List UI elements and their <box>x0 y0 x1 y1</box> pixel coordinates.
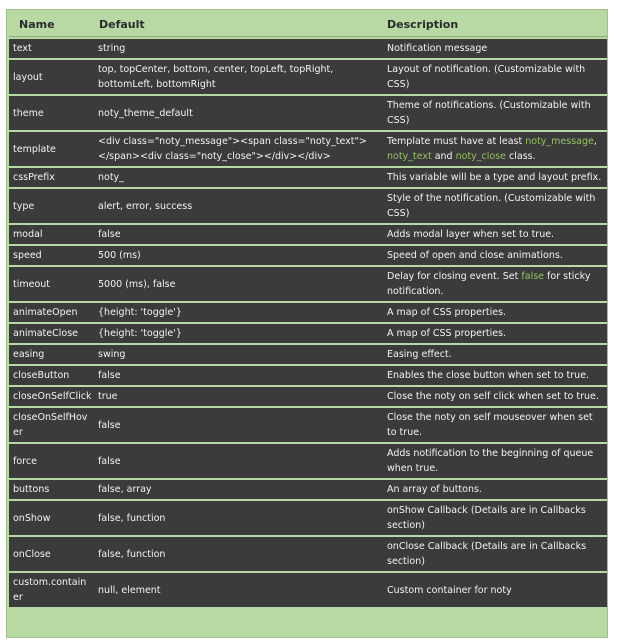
option-default: false <box>95 406 383 442</box>
option-description <box>383 301 607 322</box>
option-default: false <box>95 223 383 244</box>
description-text: Custom container for noty <box>387 584 512 596</box>
option-description <box>383 223 607 244</box>
header-row <box>9 12 607 37</box>
option-description <box>383 364 607 385</box>
highlighted-term: noty_close <box>455 151 507 162</box>
table-row <box>9 37 607 58</box>
option-name: force <box>9 442 95 478</box>
option-description <box>383 322 607 343</box>
description-text: Close the noty on self mouseover when set to true. <box>387 412 593 438</box>
option-name: custom.container <box>9 571 95 607</box>
option-description <box>383 385 607 406</box>
table-row <box>9 442 607 478</box>
option-default: false <box>95 364 383 385</box>
description-text: A map of CSS properties. <box>387 307 507 318</box>
description-text: Close the noty on self click when set to true. <box>387 391 599 402</box>
table-row <box>9 130 607 166</box>
description-text: Layout of notification. (Customizable with CSS) <box>387 64 586 90</box>
description-text: for sticky notification. <box>387 271 591 297</box>
option-description <box>383 58 607 94</box>
header-name: Name <box>9 12 95 37</box>
option-description <box>383 571 607 607</box>
table-row <box>9 322 607 343</box>
option-default: {height: 'toggle'} <box>95 301 383 322</box>
highlighted-term: false <box>521 271 545 282</box>
option-name: speed <box>9 244 95 265</box>
option-default: noty_ <box>95 166 383 187</box>
option-name: closeOnSelfHover <box>9 406 95 442</box>
option-description <box>383 94 607 130</box>
option-name: template <box>9 130 95 166</box>
description-text: class. <box>506 151 536 162</box>
option-name: animateClose <box>9 322 95 343</box>
table-row <box>9 187 607 223</box>
description-text: Delay for closing event. Set <box>387 271 522 282</box>
description-text: An array of buttons. <box>387 484 482 495</box>
option-name: onClose <box>9 535 95 571</box>
description-text: Theme of notifications. (Customizable with CSS) <box>387 100 591 126</box>
description-text: onClose Callback (Details are in Callbacks section) <box>387 541 587 567</box>
option-name: cssPrefix <box>9 166 95 187</box>
description-text: Speed of open and close animations. <box>387 250 563 261</box>
description-text: This variable will be a type and layout prefix. <box>387 172 602 183</box>
table-row <box>9 94 607 130</box>
table-row <box>9 223 607 244</box>
option-description <box>383 478 607 499</box>
option-description <box>383 166 607 187</box>
option-description <box>383 130 607 166</box>
option-name: easing <box>9 343 95 364</box>
option-default: null, element <box>95 571 383 607</box>
option-default: true <box>95 385 383 406</box>
option-default: top, topCenter, bottom, center, topLeft, topRight, bottomLeft, bottomRight <box>95 58 383 94</box>
option-name: text <box>9 37 95 58</box>
table-row <box>9 343 607 364</box>
option-name: closeOnSelfClick <box>9 385 95 406</box>
description-text: , <box>593 136 597 147</box>
option-default: false, function <box>95 499 383 535</box>
option-description <box>383 535 607 571</box>
description-text: Template must have at least <box>387 136 526 147</box>
description-text: Adds modal layer when set to true. <box>387 229 555 240</box>
option-default: <div class="noty_message"><span class="noty_text"></span><div class="noty_close"></div></div> <box>95 130 383 166</box>
option-default: 5000 (ms), false <box>95 265 383 301</box>
options-table <box>9 12 607 607</box>
description-text: Style of the notification. (Customizable with CSS) <box>387 193 596 219</box>
highlighted-term: noty_message <box>525 136 594 147</box>
table-row <box>9 535 607 571</box>
option-default: false, array <box>95 478 383 499</box>
description-text: Easing effect. <box>387 349 452 360</box>
header-description: Description <box>383 12 607 37</box>
options-table-frame <box>6 9 608 638</box>
option-default: noty_theme_default <box>95 94 383 130</box>
option-description <box>383 265 607 301</box>
option-name: modal <box>9 223 95 244</box>
description-text: Adds notification to the beginning of queue when true. <box>387 448 594 474</box>
table-row <box>9 301 607 322</box>
description-text: A map of CSS properties. <box>387 328 507 339</box>
table-row <box>9 244 607 265</box>
table-row <box>9 265 607 301</box>
option-name: buttons <box>9 478 95 499</box>
option-name: type <box>9 187 95 223</box>
description-text: onShow Callback (Details are in Callbacks section) <box>387 505 586 531</box>
option-description <box>383 37 607 58</box>
table-row <box>9 571 607 607</box>
table-row <box>9 385 607 406</box>
highlighted-term: noty_text <box>387 151 432 162</box>
table-row <box>9 478 607 499</box>
option-default: string <box>95 37 383 58</box>
table-row <box>9 364 607 385</box>
option-description <box>383 244 607 265</box>
option-default: alert, error, success <box>95 187 383 223</box>
table-header <box>9 12 607 37</box>
table-row <box>9 58 607 94</box>
option-description <box>383 187 607 223</box>
option-description <box>383 406 607 442</box>
table-row <box>9 166 607 187</box>
description-text: Enables the close button when set to true. <box>387 370 590 381</box>
option-default: false, function <box>95 535 383 571</box>
option-name: timeout <box>9 265 95 301</box>
option-default: false <box>95 442 383 478</box>
description-text: Notification message <box>387 43 488 54</box>
header-default: Default <box>95 12 383 37</box>
table-row <box>9 406 607 442</box>
option-name: layout <box>9 58 95 94</box>
option-name: theme <box>9 94 95 130</box>
table-body <box>9 37 607 607</box>
table-row <box>9 499 607 535</box>
option-description <box>383 499 607 535</box>
option-description <box>383 442 607 478</box>
option-default: {height: 'toggle'} <box>95 322 383 343</box>
option-name: closeButton <box>9 364 95 385</box>
option-default: 500 (ms) <box>95 244 383 265</box>
option-description <box>383 343 607 364</box>
option-default: swing <box>95 343 383 364</box>
option-name: animateOpen <box>9 301 95 322</box>
description-text: and <box>431 151 456 162</box>
option-name: onShow <box>9 499 95 535</box>
